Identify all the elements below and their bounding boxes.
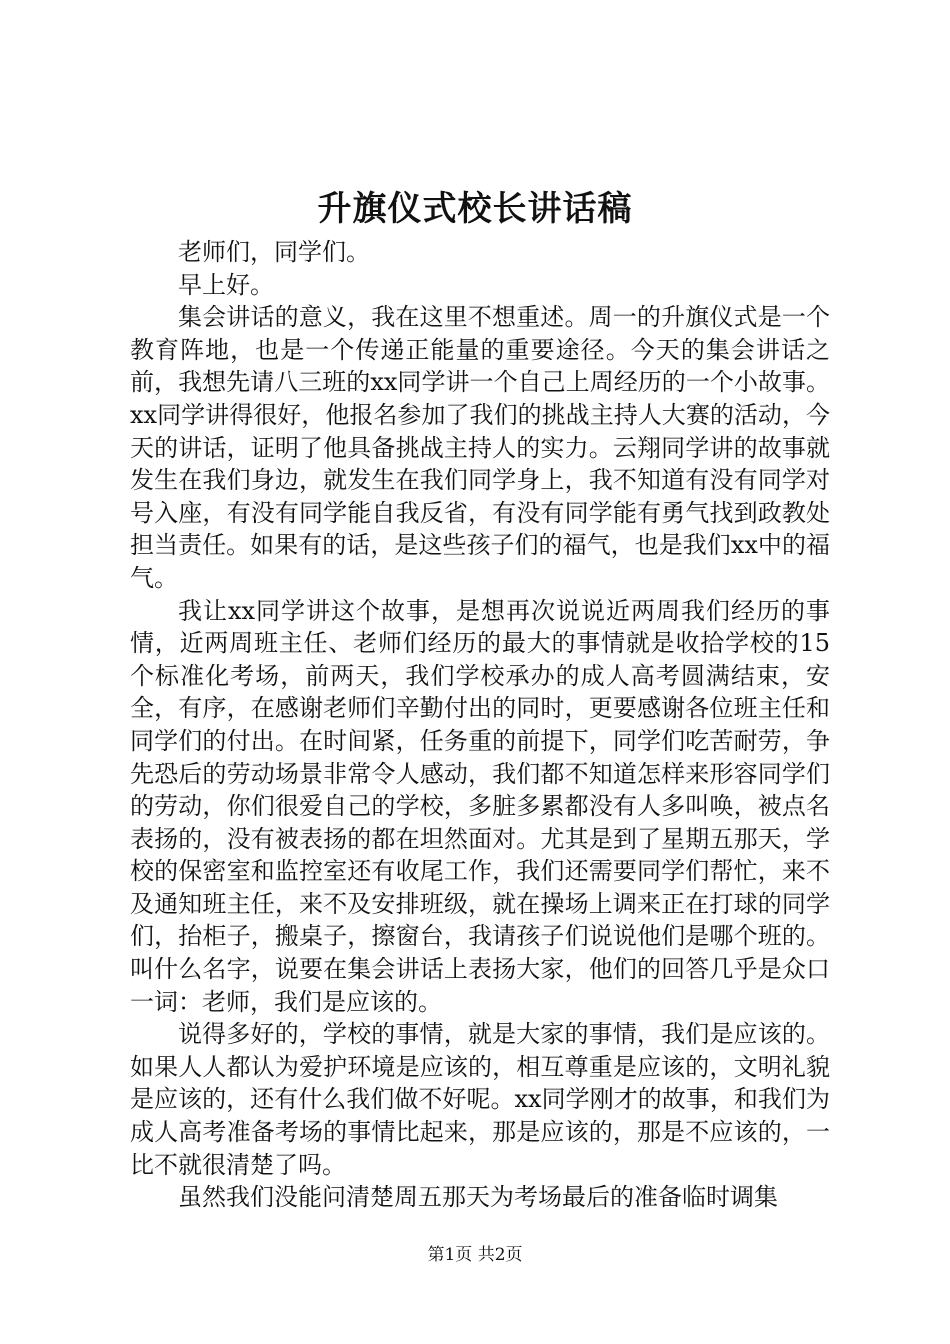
page-number-footer: 第1页 共2页 (427, 1245, 523, 1265)
document-title: 升旗仪式校长讲话稿 (317, 189, 633, 229)
paragraph-greeting: 老师们，同学们。 (178, 238, 370, 266)
paragraph-exam-preparation: 我让xx同学讲这个故事，是想再次说说近两周我们经历的事情，近两周班主任、老师们经历的最大的事情就是收拾学校的15个标准化考场，前两天，我们学校承办的成人高考圆满结束，安全，有序，在感谢老师们辛勤付出的同时，更要感谢各位班主任和同学们的付出。在时间紧，任务重的前提下，同学们吃苦耐劳，争先恐后的劳动场景非常令人感动，我们都不知道怎样来形容同学们的劳动，你们很爱自己的学校，多脏多累都没有人多叫唤，被点名表扬的，没有被表扬的都在坦然面对。尤其是到了星期五那天，学校的保密室和监控室还有收尾工作，我们还需要同学们帮忙，来不及通知班主任，来不及安排班级，就在操场上调来正在打球的同学们，抬柜子，搬桌子，擦窗台，我请孩子们说说他们是哪个班的。叫什么名字，说要在集会讲话上表扬大家，他们的回答几乎是众口一词：老师，我们是应该的。 (130, 596, 830, 1016)
paragraph-continued: 虽然我们没能问清楚周五那天为考场最后的准备临时调集 (178, 1183, 778, 1212)
paragraph-assembly-meaning: 集会讲话的意义，我在这里不想重述。周一的升旗仪式是一个教育阵地，也是一个传递正能量的重要途径。今天的集会讲话之前，我想先请八三班的xx同学讲一个自己上周经历的一个小故事。xx同学讲得很好，他报名参加了我们的挑战主持人大赛的活动，今天的讲话，证明了他具备挑战主持人的实力。云翔同学讲的故事就发生在我们身边，就发生在我们同学身上，我不知道有没有同学对号入座，有没有同学能自我反省，有没有同学能有勇气找到政教处担当责任。如果有的话，是这些孩子们的福气，也是我们xx中的福气。 (130, 303, 830, 592)
paragraph-good-morning: 早上好。 (178, 270, 274, 299)
document-body (130, 236, 830, 1214)
paragraph-should-do: 说得多好的，学校的事情，就是大家的事情，我们是应该的。如果人人都认为爱护环境是应该的，相互尊重是应该的，文明礼貌是应该的，还有什么我们做不好呢。xx同学刚才的故事，和我们为成人高考准备考场的事情比起来，那是应该的，那是不应该的，一比不就很清楚了吗。 (130, 1020, 830, 1179)
